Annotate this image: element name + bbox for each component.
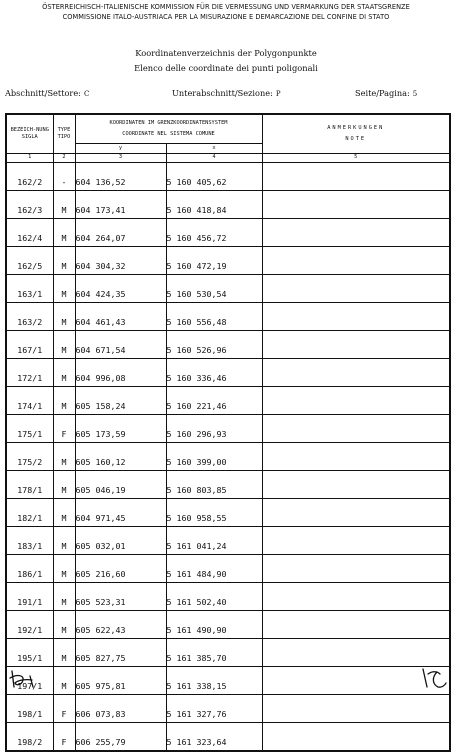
cell-sigla: 162/3 [6,191,53,219]
cell-y: 605 046,19 [75,471,166,499]
table-row [6,527,450,555]
cell-sigla: 183/1 [6,527,53,555]
table-row [6,191,450,219]
cell-sigla: 197/1 [6,667,53,695]
cell-note [262,247,450,275]
table-row [6,555,450,583]
cell-sigla: 174/1 [6,387,53,415]
cell-x: 5 160 399,00 [166,443,262,471]
cell-typ: M [53,387,75,415]
cell-x: 5 160 296,93 [166,415,262,443]
cell-sigla: 191/1 [6,583,53,611]
cell-typ: M [53,219,75,247]
cell-typ: M [53,359,75,387]
cell-y: 605 975,81 [75,667,166,695]
column-number-4: 4 [166,154,262,163]
coordinates-table [5,113,451,752]
cell-sigla: 162/2 [6,163,53,191]
table-row [6,611,450,639]
cell-typ: M [53,555,75,583]
cell-typ: F [53,723,75,752]
cell-note [262,331,450,359]
table-row [6,247,450,275]
column-number-2: 2 [53,154,75,163]
cell-typ: M [53,499,75,527]
cell-typ: M [53,611,75,639]
cell-sigla: 163/2 [6,303,53,331]
column-header-coordinates-de: KOORDINATEN IM GRENZKOORDINATENSYSTEM [109,119,228,126]
column-header-typ: TYPE TIPO [53,114,75,154]
table-row [6,667,450,695]
cell-y: 605 216,60 [75,555,166,583]
section-value: C [83,90,90,98]
cell-sigla: 175/1 [6,415,53,443]
cell-sigla: 186/1 [6,555,53,583]
table-row [6,275,450,303]
table-row [6,499,450,527]
cell-y: 605 622,43 [75,611,166,639]
cell-note [262,387,450,415]
column-header-coordinates-it: COORDINATE NEL SISTEMA COMUNE [122,131,215,137]
cell-note [262,639,450,667]
cell-y: 605 160,12 [75,443,166,471]
cell-x: 5 160 958,55 [166,499,262,527]
table-row [6,443,450,471]
cell-typ: M [53,303,75,331]
column-number-5: 5 [262,154,450,163]
table-row [6,219,450,247]
table-row [6,583,450,611]
cell-typ: M [53,471,75,499]
section-label: Abschnitt/Settore: [5,88,81,98]
cell-x: 5 161 327,76 [166,695,262,723]
cell-note [262,443,450,471]
cell-x: 5 161 502,40 [166,583,262,611]
cell-typ: M [53,639,75,667]
cell-sigla: 162/4 [6,219,53,247]
cell-typ: - [53,163,75,191]
cell-y: 606 255,79 [75,723,166,752]
commission-title-it: COMMISSIONE ITALO-AUSTRIACA PER LA MISURAZIONE E DEMARCAZIONE DEL CONFINE DI STATO [62,13,390,21]
cell-y: 604 996,08 [75,359,166,387]
cell-x: 5 161 338,15 [166,667,262,695]
cell-sigla: 182/1 [6,499,53,527]
cell-y: 605 523,31 [75,583,166,611]
table-row [6,639,450,667]
cell-x: 5 160 803,85 [166,471,262,499]
cell-typ: F [53,695,75,723]
cell-note [262,415,450,443]
table-row [6,471,450,499]
page-label: Seite/Pagina: [355,88,410,98]
cell-typ: M [53,443,75,471]
cell-typ: M [53,275,75,303]
page-field [355,88,417,98]
cell-x: 5 160 456,72 [166,219,262,247]
cell-typ: M [53,527,75,555]
cell-x: 5 161 490,90 [166,611,262,639]
table-row [6,723,450,752]
cell-x: 5 160 405,62 [166,163,262,191]
table-row [6,303,450,331]
column-number-1: 1 [6,154,53,163]
cell-y: 604 461,43 [75,303,166,331]
section-field [5,88,89,98]
cell-note [262,555,450,583]
signature-left-icon [8,668,42,690]
cell-note [262,471,450,499]
table-row [6,415,450,443]
cell-sigla: 175/2 [6,443,53,471]
cell-note [262,275,450,303]
cell-note [262,527,450,555]
cell-sigla: 198/1 [6,695,53,723]
coordinates-rows [6,163,450,752]
cell-x: 5 160 472,19 [166,247,262,275]
column-header-note-de: ANMERKUNGEN [327,124,385,131]
cell-sigla: 162/5 [6,247,53,275]
cell-typ: M [53,667,75,695]
column-header-coordinates [75,114,262,144]
cell-note [262,723,450,752]
cell-y: 604 136,52 [75,163,166,191]
column-header-note-it: NOTE [345,136,367,142]
commission-title-de: ÖSTERREICHISCH-ITALIENISCHE KOMMISSION FÜR DIE VERMESSUNG UND VERMARKUNG DER STAATSGRENZE [42,3,410,11]
subsection-label: Unterabschnitt/Sezione: [172,88,273,98]
cell-note [262,611,450,639]
cell-x: 5 161 385,70 [166,639,262,667]
document-title-de: Koordinatenverzeichnis der Polygonpunkte [135,48,317,58]
cell-x: 5 160 418,84 [166,191,262,219]
cell-note [262,583,450,611]
cell-y: 604 173,41 [75,191,166,219]
cell-note [262,219,450,247]
cell-note [262,303,450,331]
cell-typ: M [53,583,75,611]
cell-x: 5 160 530,54 [166,275,262,303]
cell-typ: M [53,331,75,359]
cell-typ: M [53,247,75,275]
cell-sigla: 192/1 [6,611,53,639]
signature-right-icon [418,665,450,690]
document-title-it: Elenco delle coordinate dei punti poligonali [134,63,318,73]
cell-note [262,163,450,191]
cell-sigla: 198/2 [6,723,53,752]
cell-y: 605 032,01 [75,527,166,555]
cell-sigla: 178/1 [6,471,53,499]
cell-x: 5 161 484,90 [166,555,262,583]
cell-sigla: 195/1 [6,639,53,667]
cell-y: 604 971,45 [75,499,166,527]
cell-x: 5 161 041,24 [166,527,262,555]
cell-sigla: 172/1 [6,359,53,387]
cell-y: 605 827,75 [75,639,166,667]
cell-note [262,695,450,723]
cell-y: 604 264,07 [75,219,166,247]
cell-y: 604 424,35 [75,275,166,303]
cell-y: 605 158,24 [75,387,166,415]
page-value: 5 [412,90,418,98]
cell-y: 606 073,83 [75,695,166,723]
cell-note [262,359,450,387]
column-header-note [262,114,450,154]
table-row [6,695,450,723]
cell-x: 5 160 526,96 [166,331,262,359]
cell-y: 604 304,32 [75,247,166,275]
table-row [6,387,450,415]
cell-note [262,499,450,527]
cell-x: 5 160 221,46 [166,387,262,415]
table-row [6,331,450,359]
cell-note [262,191,450,219]
cell-x: 5 161 323,64 [166,723,262,752]
table-row [6,163,450,191]
cell-sigla: 167/1 [6,331,53,359]
column-header-y: y [75,144,166,154]
column-header-x: x [166,144,262,154]
subsection-field [172,88,281,98]
table-row [6,359,450,387]
column-number-3: 3 [75,154,166,163]
cell-y: 605 173,59 [75,415,166,443]
subsection-value: P [275,90,281,98]
cell-x: 5 160 556,48 [166,303,262,331]
cell-typ: M [53,191,75,219]
cell-x: 5 160 336,46 [166,359,262,387]
cell-typ: F [53,415,75,443]
column-header-sigla: BEZEICH-NUNG SIGLA [6,114,53,154]
cell-y: 604 671,54 [75,331,166,359]
cell-sigla: 163/1 [6,275,53,303]
